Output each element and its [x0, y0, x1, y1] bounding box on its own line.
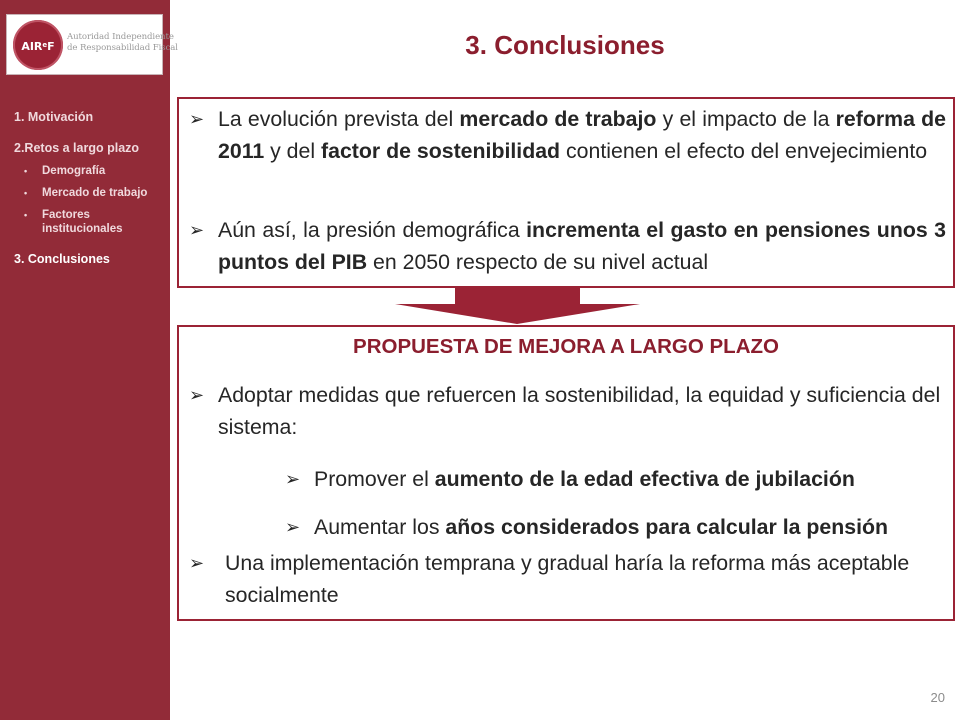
- nav-subitem-demografia[interactable]: • Demografía: [24, 165, 106, 177]
- sidebar: [0, 0, 178, 720]
- arrow-bullet-icon: ➢: [189, 220, 205, 240]
- nav-subitem-mercado[interactable]: • Mercado de trabajo: [24, 187, 148, 199]
- proposal-item-1: ➢ Adoptar medidas que refuercen la sostenibilidad, la equidad y suficiencia del sistema:: [189, 379, 946, 443]
- proposal-subitem-2: ➢ Aumentar los años considerados para calcular la pensión: [285, 511, 955, 543]
- arrow-bullet-icon: ➢: [285, 517, 301, 537]
- proposal-item-2: ➢ Una implementación temprana y gradual haría la reforma más aceptable socialmente: [189, 547, 946, 611]
- proposal-heading: PROPUESTA DE MEJORA A LARGO PLAZO: [353, 335, 779, 358]
- proposal-box: [177, 325, 955, 621]
- nav-item-conclusiones[interactable]: 3. Conclusiones: [14, 252, 110, 266]
- nav-item-motivacion[interactable]: 1. Motivación: [14, 110, 94, 124]
- page-number: 20: [930, 690, 945, 705]
- finding-2: ➢ Aún así, la presión demográfica incrementa el gasto en pensiones unos 3 puntos del PIB en 2050 respecto de su nivel actual: [189, 214, 946, 278]
- nav-subitem-factores[interactable]: • Factores institucionales: [24, 209, 123, 235]
- airef-logo-text: Autoridad Independiente de Responsabilidad Fiscal: [67, 32, 178, 53]
- finding-1: ➢ La evolución prevista del mercado de trabajo y el impacto de la reforma de 2011 y del factor de sostenibilidad contienen el efecto del envejecimiento: [189, 103, 946, 167]
- airef-logo: [6, 14, 178, 75]
- arrow-bullet-icon: ➢: [189, 109, 205, 129]
- airef-logo-mark: AIR$^e$F: [13, 20, 63, 70]
- findings-box: [177, 97, 955, 288]
- arrow-bullet-icon: ➢: [285, 469, 301, 489]
- slide-title: 3. Conclusiones: [465, 30, 665, 60]
- arrow-bullet-icon: ➢: [189, 385, 205, 405]
- proposal-subitem-1: ➢ Promover el aumento de la edad efectiva de jubilación: [285, 463, 955, 495]
- down-arrow-icon: [395, 288, 640, 324]
- nav-item-retos[interactable]: 2.Retos a largo plazo: [14, 141, 140, 155]
- arrow-bullet-icon: ➢: [189, 553, 205, 573]
